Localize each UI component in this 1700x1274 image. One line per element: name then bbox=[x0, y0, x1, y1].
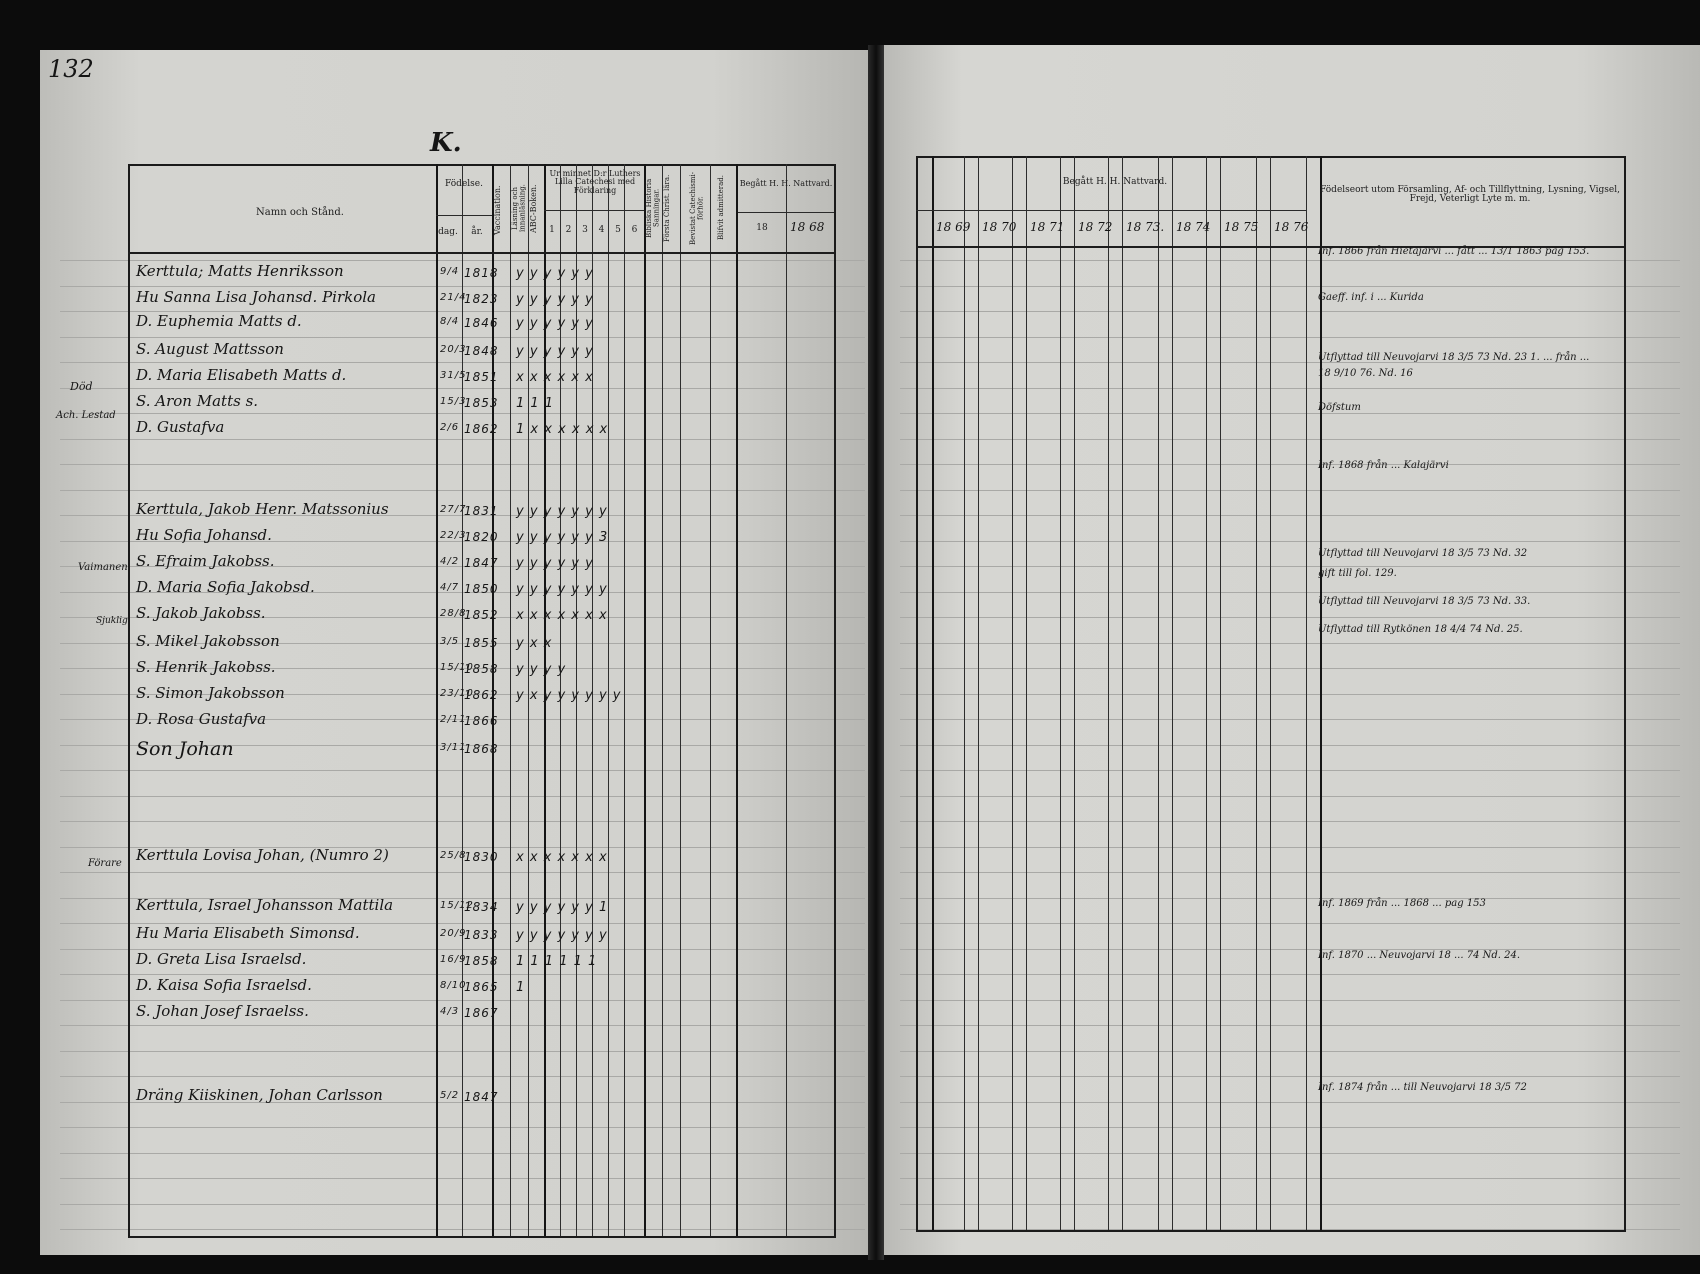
entry-marks: x x x x x x x bbox=[516, 850, 608, 865]
remark-note: 18 9/10 76. Nd. 16 bbox=[1318, 368, 1413, 379]
column-line bbox=[680, 164, 681, 1236]
entry-name: D. Greta Lisa Israelsd. bbox=[136, 950, 307, 968]
header-reading: Läsning och innanläsning. bbox=[511, 184, 527, 232]
entry-birth-year: 1862 bbox=[464, 422, 499, 436]
book-fold bbox=[868, 45, 884, 1260]
entry-name: S. Aron Matts s. bbox=[136, 392, 259, 410]
remark-note: Inf. 1869 från ... 1868 ... pag 153 bbox=[1318, 898, 1486, 909]
entry-name: D. Gustafva bbox=[136, 418, 225, 436]
column-line bbox=[1060, 156, 1061, 1230]
entry-birth-day: 20/3 bbox=[440, 344, 467, 355]
header-year-left-2: 18 68 bbox=[790, 220, 825, 234]
year-header: 18 71 bbox=[1030, 220, 1065, 234]
year-header: 18 72 bbox=[1078, 220, 1113, 234]
entry-marks: y y y y y y bbox=[516, 316, 594, 331]
column-line bbox=[736, 164, 738, 1236]
entry-birth-day: 20/9 bbox=[440, 928, 467, 939]
right-year-rule bbox=[916, 210, 1306, 211]
entry-birth-day: 22/3 bbox=[440, 530, 467, 541]
entry-birth-year: 1866 bbox=[464, 714, 499, 728]
entry-birth-year: 1855 bbox=[464, 636, 499, 650]
communion-left-sub-rule bbox=[738, 212, 834, 213]
column-line bbox=[1122, 156, 1123, 1230]
entry-name: D. Maria Sofia Jakobsd. bbox=[136, 578, 315, 596]
entry-name: Hu Sanna Lisa Johansd. Pirkola bbox=[136, 288, 376, 306]
catechism-col-6: 6 bbox=[631, 225, 638, 235]
entry-name: S. Johan Josef Israelss. bbox=[136, 1002, 309, 1020]
entry-birth-year: 1831 bbox=[464, 504, 499, 518]
header-communion-right: Begått H. H. Nattvard. bbox=[1062, 177, 1168, 187]
entry-birth-day: 23/10 bbox=[440, 688, 474, 699]
entry-marks: y y y y y y bbox=[516, 344, 594, 359]
column-line bbox=[1270, 156, 1271, 1230]
remark-note: Gaeff. inf. i ... Kurida bbox=[1318, 292, 1424, 303]
catechism-sub-rule bbox=[544, 210, 644, 211]
entry-name: Hu Maria Elisabeth Simonsd. bbox=[136, 924, 360, 942]
catechism-col-2: 2 bbox=[565, 225, 572, 235]
header-birth: Födelse. bbox=[445, 179, 483, 189]
column-line bbox=[1172, 156, 1173, 1230]
column-line bbox=[1074, 156, 1075, 1230]
entry-birth-year: 1858 bbox=[464, 954, 499, 968]
left-header-bottom bbox=[128, 252, 834, 254]
entry-name: Dräng Kiiskinen, Johan Carlsson bbox=[136, 1086, 383, 1104]
entry-marks: 1 x x x x x x bbox=[516, 422, 609, 437]
column-line bbox=[710, 164, 711, 1236]
entry-marks: y y y y y y y bbox=[516, 504, 608, 519]
entry-birth-day: 16/9 bbox=[440, 954, 467, 965]
entry-marks: y y y y y y y bbox=[516, 928, 608, 943]
header-catechism: Ur minnet D:r Luthers Lilla Catechesi med Förklaring bbox=[549, 169, 641, 195]
catechism-col-5: 5 bbox=[615, 225, 621, 235]
margin-note-2: Ach. Lestad bbox=[56, 410, 116, 421]
remark-note: Inf. 1874 från ... till Neuvojarvi 18 3/5 72 bbox=[1318, 1082, 1527, 1093]
entry-birth-year: 1847 bbox=[464, 1090, 499, 1104]
header-communion-left: Begått H. H. Nattvard. bbox=[739, 179, 833, 188]
column-line bbox=[1108, 156, 1109, 1230]
margin-note-1: Död bbox=[70, 380, 93, 393]
entry-birth-year: 1846 bbox=[464, 316, 499, 330]
column-line bbox=[624, 164, 625, 1236]
column-line bbox=[662, 164, 663, 1236]
entry-name: Kerttula, Jakob Henr. Matssonius bbox=[136, 500, 389, 518]
remark-note: Döfstum bbox=[1318, 402, 1361, 413]
entry-name: S. Jakob Jakobss. bbox=[136, 604, 266, 622]
entry-birth-year: 1850 bbox=[464, 582, 499, 596]
catechism-col-1: 1 bbox=[549, 225, 555, 235]
entry-birth-day: 25/8 bbox=[440, 850, 467, 861]
column-line bbox=[786, 164, 787, 1236]
entry-birth-day: 15/10 bbox=[440, 662, 474, 673]
entry-birth-year: 1851 bbox=[464, 370, 499, 384]
entry-birth-day: 3/11 bbox=[440, 742, 467, 753]
column-line bbox=[1220, 156, 1221, 1230]
entry-birth-year: 1833 bbox=[464, 928, 499, 942]
entry-name: S. Efraim Jakobss. bbox=[136, 552, 275, 570]
column-line bbox=[510, 164, 511, 1236]
column-line bbox=[1012, 156, 1013, 1230]
entry-name: Kerttula Lovisa Johan, (Numro 2) bbox=[136, 846, 389, 864]
entry-birth-day: 21/4 bbox=[440, 292, 467, 303]
entry-birth-year: 1848 bbox=[464, 344, 499, 358]
entry-marks: y y y y y y y bbox=[516, 582, 608, 597]
remark-note: Utflyttad till Neuvojarvi 18 3/5 73 Nd. 32 bbox=[1318, 548, 1528, 559]
entry-birth-day: 27/7 bbox=[440, 504, 467, 515]
entry-marks: y y y y y y 3 bbox=[516, 530, 609, 545]
column-line bbox=[1306, 156, 1307, 1230]
margin-note-5: Förare bbox=[88, 858, 122, 869]
header-name: Namn och Stånd. bbox=[256, 207, 344, 218]
entry-birth-year: 1868 bbox=[464, 742, 499, 756]
entry-birth-day: 5/2 bbox=[440, 1090, 460, 1101]
entry-birth-year: 1834 bbox=[464, 900, 499, 914]
entry-birth-year: 1853 bbox=[464, 396, 499, 410]
entry-birth-year: 1820 bbox=[464, 530, 499, 544]
column-line bbox=[964, 156, 965, 1230]
entry-marks: x x x x x x bbox=[516, 370, 594, 385]
entry-birth-day: 15/12 bbox=[440, 900, 474, 911]
catechism-col-4: 4 bbox=[598, 225, 605, 235]
entry-birth-year: 1867 bbox=[464, 1006, 499, 1020]
year-header: 18 76 bbox=[1274, 220, 1309, 234]
header-vaccination: Vaccination. bbox=[493, 185, 502, 235]
entry-marks: 1 1 1 1 1 1 bbox=[516, 954, 598, 969]
entry-name: S. August Mattsson bbox=[136, 340, 284, 358]
entry-birth-day: 9/4 bbox=[440, 266, 460, 277]
header-birth-year: år. bbox=[471, 227, 483, 237]
entry-name: D. Rosa Gustafva bbox=[136, 710, 267, 728]
header-abc: ABC-Boken. bbox=[529, 184, 538, 234]
column-line bbox=[1026, 156, 1027, 1230]
column-line bbox=[1158, 156, 1159, 1230]
entry-marks: y y y y y y bbox=[516, 556, 594, 571]
birth-sub-rule bbox=[436, 215, 492, 216]
entry-birth-day: 4/2 bbox=[440, 556, 460, 567]
entry-name: Kerttula; Matts Henriksson bbox=[136, 262, 344, 280]
entry-birth-year: 1858 bbox=[464, 662, 499, 676]
remark-note: Utflyttad till Neuvojarvi 18 3/5 73 Nd. 33. bbox=[1318, 596, 1531, 607]
entry-birth-year: 1847 bbox=[464, 556, 499, 570]
entry-birth-day: 2/11 bbox=[440, 714, 467, 725]
entry-name: D. Euphemia Matts d. bbox=[136, 312, 302, 330]
column-line bbox=[462, 164, 463, 1236]
entry-birth-year: 1865 bbox=[464, 980, 499, 994]
entry-name: Kerttula, Israel Johansson Mattila bbox=[136, 896, 394, 914]
header-birth-day: dag. bbox=[438, 227, 458, 237]
entry-marks: y y y y y y 1 bbox=[516, 900, 609, 915]
year-header: 18 70 bbox=[982, 220, 1017, 234]
column-line bbox=[644, 164, 646, 1236]
header-catechism-exam: Bevistat Catechismi-förhör. bbox=[689, 171, 705, 245]
column-line bbox=[932, 156, 934, 1230]
column-line bbox=[436, 164, 438, 1236]
header-year-left-1: 18 bbox=[756, 223, 768, 233]
remark-note: Inf. 1866 från Hietajärvi ... fått ... 13/1 1863 pag 153. bbox=[1318, 246, 1590, 257]
header-first-christian: Första Christ. lära. bbox=[663, 174, 671, 242]
right-table-frame bbox=[916, 156, 1626, 1232]
entry-birth-day: 4/7 bbox=[440, 582, 460, 593]
header-admitted: Blifvit admitterad. bbox=[717, 175, 725, 241]
entry-birth-year: 1830 bbox=[464, 850, 499, 864]
year-header: 18 73. bbox=[1126, 220, 1165, 234]
year-header: 18 75 bbox=[1224, 220, 1259, 234]
header-bible-history: Bibliska Historia Sanningar. bbox=[645, 178, 661, 238]
entry-birth-year: 1862 bbox=[464, 688, 499, 702]
entry-birth-year: 1852 bbox=[464, 608, 499, 622]
entry-marks: y x x bbox=[516, 636, 553, 651]
page-number: 132 bbox=[48, 55, 94, 83]
column-line bbox=[1320, 156, 1322, 1230]
year-header: 18 74 bbox=[1176, 220, 1211, 234]
remark-note: gift till fol. 129. bbox=[1318, 568, 1397, 579]
entry-name: S. Henrik Jakobss. bbox=[136, 658, 276, 676]
column-line bbox=[1206, 156, 1207, 1230]
entry-marks: 1 bbox=[516, 980, 526, 995]
entry-birth-day: 4/3 bbox=[440, 1006, 460, 1017]
entry-name: Hu Sofia Johansd. bbox=[136, 526, 272, 544]
entry-name: S. Simon Jakobsson bbox=[136, 684, 285, 702]
entry-birth-day: 2/6 bbox=[440, 422, 460, 433]
remark-note: Inf. 1870 ... Neuvojarvi 18 ... 74 Nd. 24. bbox=[1318, 950, 1521, 961]
entry-name: S. Mikel Jakobsson bbox=[136, 632, 280, 650]
entry-marks: 1 1 1 bbox=[516, 396, 555, 411]
entry-marks: y y y y y y bbox=[516, 266, 594, 281]
header-remarks: Födelseort utom Församling, Af- och Tillflyttning, Lysning, Vigsel, Frejd, Veterligt Lyte m. m. bbox=[1320, 185, 1620, 205]
remark-note: Utflyttad till Neuvojarvi 18 3/5 73 Nd. 23 1. ... från ... bbox=[1318, 352, 1590, 363]
remark-note: Utflyttad till Rytkönen 18 4/4 74 Nd. 25. bbox=[1318, 624, 1523, 635]
section-letter: K. bbox=[430, 128, 462, 158]
entry-name: D. Maria Elisabeth Matts d. bbox=[136, 366, 347, 384]
entry-marks: y y y y bbox=[516, 662, 567, 677]
entry-name: Son Johan bbox=[136, 738, 234, 760]
catechism-col-3: 3 bbox=[582, 225, 588, 235]
entry-birth-day: 15/3 bbox=[440, 396, 467, 407]
entry-marks: y y y y y y bbox=[516, 292, 594, 307]
column-line bbox=[1256, 156, 1257, 1230]
entry-name: D. Kaisa Sofia Israelsd. bbox=[136, 976, 312, 994]
entry-birth-day: 8/4 bbox=[440, 316, 460, 327]
entry-birth-year: 1818 bbox=[464, 266, 499, 280]
entry-birth-year: 1823 bbox=[464, 292, 499, 306]
entry-birth-day: 3/5 bbox=[440, 636, 460, 647]
entry-marks: x x x x x x x bbox=[516, 608, 608, 623]
entry-birth-day: 8/10 bbox=[440, 980, 467, 991]
margin-note-3: Vaimanen bbox=[78, 562, 128, 573]
remark-note: Inf. 1868 från ... Kalajärvi bbox=[1318, 460, 1449, 471]
margin-note-4: Sjuklig bbox=[96, 616, 128, 626]
entry-birth-day: 31/5 bbox=[440, 370, 467, 381]
entry-marks: y x y y y y y y bbox=[516, 688, 622, 703]
entry-birth-day: 28/8 bbox=[440, 608, 467, 619]
year-header: 18 69 bbox=[936, 220, 971, 234]
column-line bbox=[978, 156, 979, 1230]
